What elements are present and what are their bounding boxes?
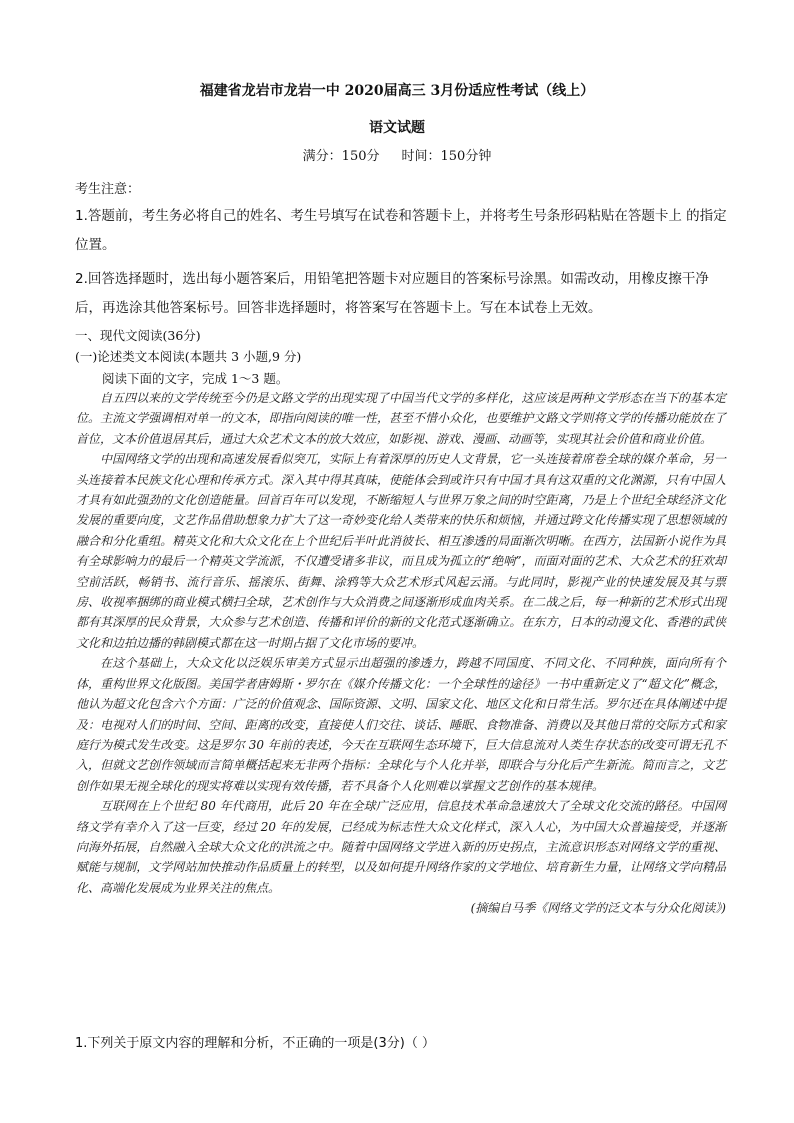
notice-heading: 考生注意：	[75, 182, 141, 197]
question-1: 1.下列关于原文内容的理解和分析，不正确的一项是(3分)（ ）	[75, 1036, 435, 1051]
passage-paragraph-1: 自五四以来的文学传统至今仍是文路文学的出现实现了中国当代文学的多样化，这应该是两种文学形态在当下的基本定位。主流文学强调相对单一的文本，即指向阅读的唯一性，甚至不惜小众化，也要维护文路文学则将文学的传播功能放在了首位，文本价值退居其后，通过大众艺术文本的放大效应，如影视、游戏、漫画、动画等，实现其社会价值和商业价值。	[76, 391, 726, 446]
passage-paragraph-4: 互联网在上个世纪 80 年代商用，此后 20 年在全球广泛应用，信息技术革命急速放大了全球文化交流的路径。中国网络文学有幸介入了这一巨变，经过 20 年的发展，已经成为标志性大众文化样式，深入人心，为中国大众普遍接受，并逐渐向海外拓展，自然融入全球大众文化的洪流之中。随着中国网络文学进入新的历史拐点，主流意识形态对网络文学的重视、赋能与规制，文学网站加快推动作品质量上的转型，以及如何提升网络作家的文学地位、培育新生力量，让网络文学向精品化、高端化发展成为业界关注的焦点。	[76, 799, 726, 895]
notice-item-2: 2.回答选择题时，选出每小题答案后，用铅笔把答题卡对应题目的答案标号涂黑。如需改动，用橡皮擦干净后，再选涂其他答案标号。回答非选择题时，将答案写在答题卡上。写在本试卷上无效。	[75, 271, 709, 316]
exam-time: 时间：150分钟	[401, 149, 492, 164]
full-score: 满分：150分	[302, 149, 380, 164]
reading-passage	[76, 388, 726, 919]
exam-meta	[0, 145, 794, 164]
reading-instruction: 阅读下面的文字，完成 1～3 题。	[102, 371, 289, 386]
passage-source: (摘编自马季《网络文学的泛文本与分众化阅读》)	[470, 901, 726, 916]
subject-title: 语文试题	[369, 120, 425, 136]
subsection-heading: (一)论述类文本阅读(本题共 3 小题,9 分)	[75, 349, 302, 364]
exam-title: 福建省龙岩市龙岩一中 2020届高三 3月份适应性考试（线上）	[199, 83, 595, 99]
section-heading: 一、现代文阅读(36分)	[75, 328, 201, 343]
passage-paragraph-3: 在这个基础上，大众文化以泛娱乐审美方式显示出超强的渗透力，跨越不同国度、不同文化、不同种族，面向所有个体，重构世界文化版图。美国学者唐姆斯・罗尔在《媒介传播文化：一个全球性的途径》一书中重新定义了“超文化”概念，他认为超文化包含六个方面：广泛的价值观念、国际资源、文明、国家文化、地区文化和日常生活。罗尔还在具体阐述中提及：电视对人们的时间、空间、距离的改变，直接使人们交往、谈话、睡眠、食物准备、消费以及其他日常的交际方式和家庭行为模式发生改变。这是罗尔 30 年前的表述，今天在互联网生态环境下，巨大信息流对人类生存状态的改变可谓无孔不入，但就文艺创作领域而言简单概括起来无非两个指标：全球化与个人化并举，即联合与分化后产生新流。简而言之，文艺创作如果无视全球化的现实将难以实现有效传播，若不具备个人化则难以掌握文艺创作的基本规律。	[76, 656, 726, 793]
passage-paragraph-2: 中国网络文学的出现和高速发展看似突兀，实际上有着深厚的历史人文背景，它一头连接着席卷全球的媒介革命，另一头连接着本民族文化心理和传承方式。深入其中得其真味，使能体会到或许只有中国才具有这双重的文化渊源，只有中国人才具有如此强劲的文化创造能量。回首百年可以发现，不断缩短人与世界万象之间的时空距离，乃是上个世纪全球经济文化发展的重要向度，文艺作品借助想象力扩大了这一奇妙变化给人类带来的快乐和烦恼，并通过跨文化传播实现了思想领域的融合和分化重组。精英文化和大众文化在上个世纪后半叶此消彼长、相互渗透的局面渐次明晰。在西方，法国新小说作为具有全球影响力的最后一个精英文学流派，不仅遭受诸多非议，而且成为孤立的“绝响”，而面对面的艺术、大众艺术的狂欢却空前活跃，畅销书、流行音乐、摇滚乐、街舞、涂鸦等大众艺术形式风起云涌。与此同时，影视产业的快速发展及其与票房、收视率捆绑的商业模式横扫全球，艺术创作与大众消费之间逐渐形成血肉关系。在二战之后，每一种新的艺术形式出现都有其深厚的民众背景，大众参与艺术创造、传播和评价的新的文化范式逐渐确立。在东方，日本的动漫文化、香港的武侠文化和边拍边播的韩剧模式都在这一时期占据了文化市场的要冲。	[76, 452, 726, 650]
notice-item-1: 1.答题前，考生务必将自己的姓名、考生号填写在试卷和答题卡上，并将考生号条形码粘贴在答题卡上 的指定位置。	[75, 208, 727, 253]
